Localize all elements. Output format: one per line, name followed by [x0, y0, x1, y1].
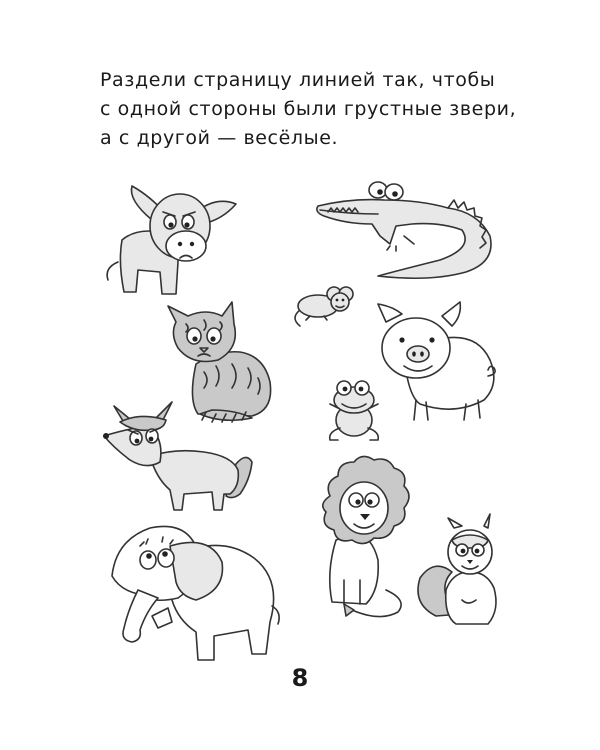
- donkey-illustration: [107, 186, 236, 294]
- crocodile-illustration: [317, 182, 491, 278]
- lion-illustration: [323, 456, 409, 616]
- instruction-line-1: Раздели страницу линией так, чтобы: [100, 69, 496, 91]
- page-number: 8: [291, 664, 309, 692]
- frog-illustration: [330, 381, 379, 440]
- squirrel-illustration: [418, 514, 496, 624]
- instruction-line-2: с одной стороны были грустные звери,: [100, 98, 517, 120]
- elephant-illustration: [112, 526, 279, 660]
- pig-illustration: [378, 302, 495, 420]
- mouse-illustration: [295, 287, 353, 326]
- instruction-line-3: а с другой — весёлые.: [100, 127, 339, 149]
- cat-illustration: [168, 302, 271, 422]
